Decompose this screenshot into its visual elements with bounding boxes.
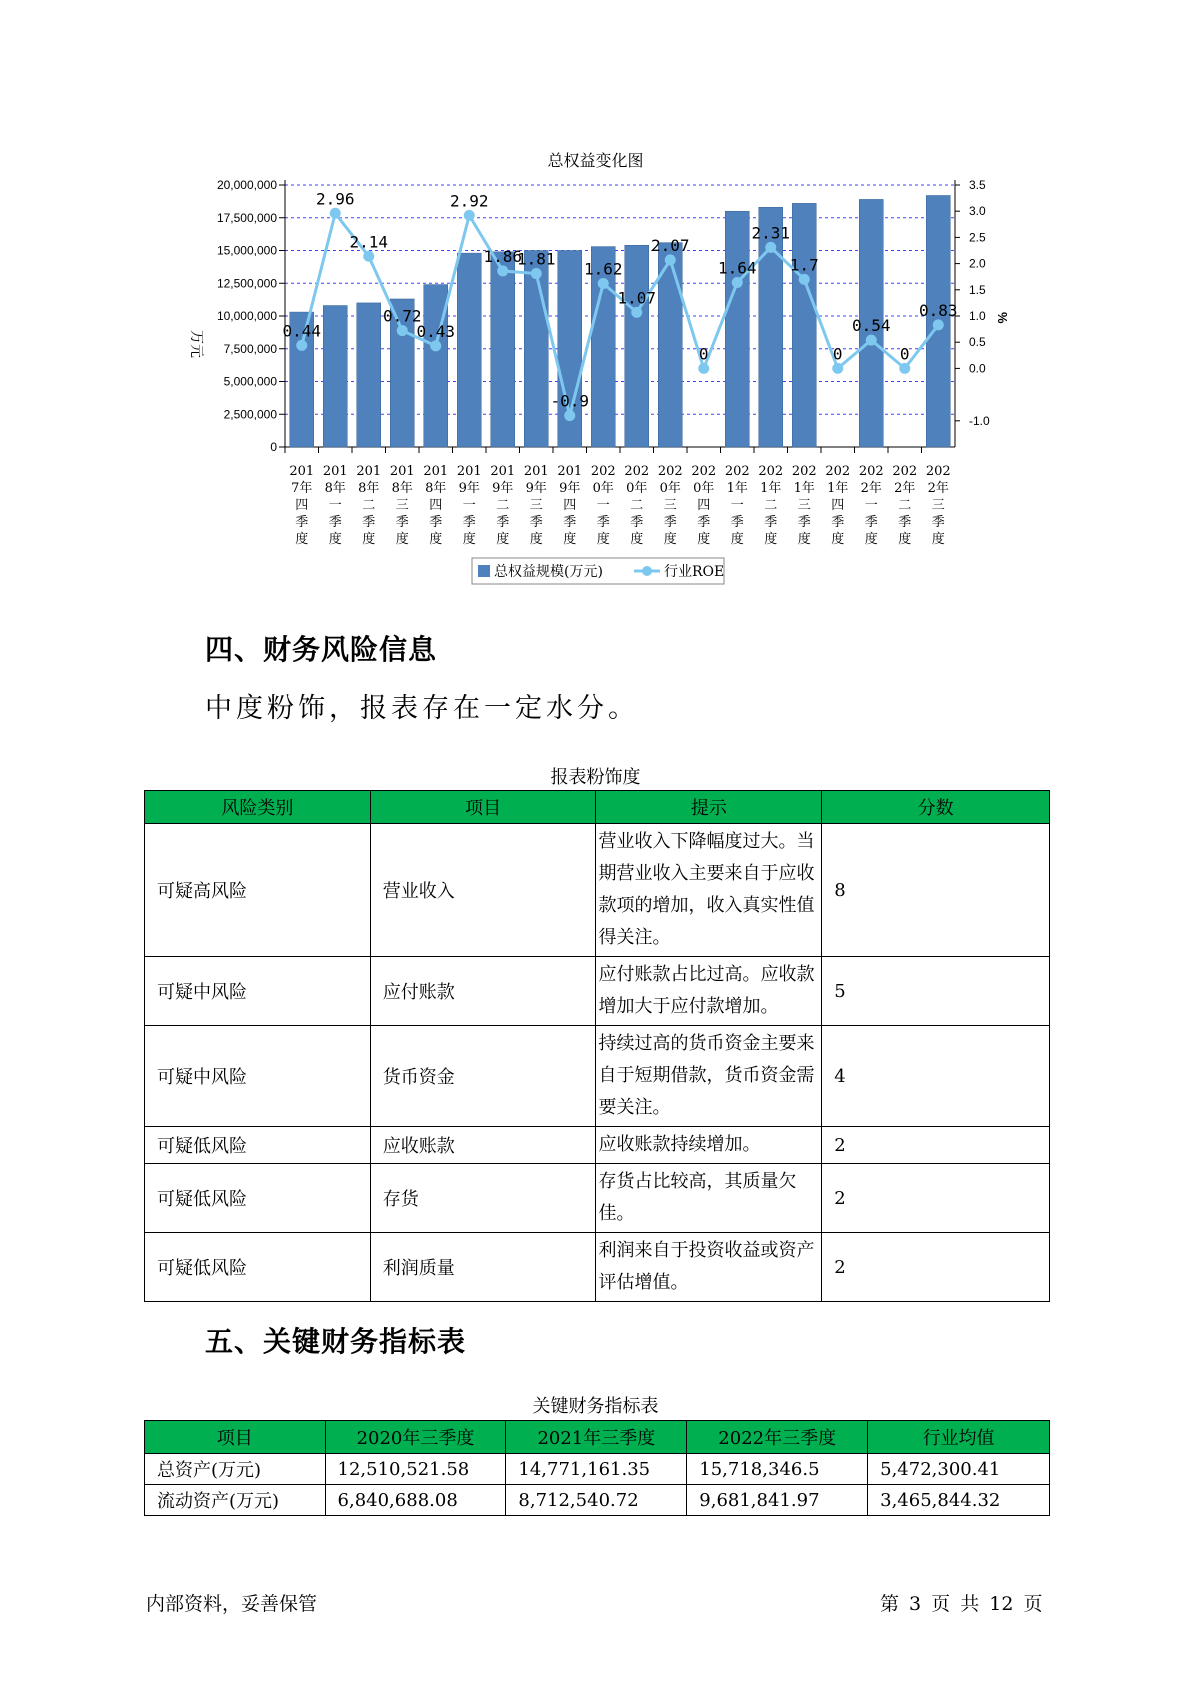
y-left-tick-label: 5,000,000 <box>223 374 277 389</box>
risk-category: 可疑低风险 <box>145 1164 371 1233</box>
risk-score: 4 <box>822 1026 1050 1127</box>
x-tick-label: 201 <box>456 464 482 479</box>
table-row <box>145 824 1050 957</box>
roe-data-label: 0.44 <box>282 321 322 341</box>
roe-point <box>464 210 475 221</box>
roe-data-label: 1.64 <box>717 258 757 278</box>
bar <box>792 203 816 447</box>
kpi-label: 流动资产(万元) <box>145 1485 326 1516</box>
y-right-tick-label: 1.0 <box>969 309 986 323</box>
x-tick-label: 季 <box>797 515 811 530</box>
y-left-axis-label: 万元 <box>188 330 204 358</box>
x-tick-label: 季 <box>630 515 644 530</box>
risk-item: 利润质量 <box>370 1233 596 1302</box>
risk-score: 2 <box>822 1233 1050 1302</box>
kpi-table-caption: 关键财务指标表 <box>532 1396 659 1417</box>
roe-point <box>799 274 810 285</box>
x-tick-label: 度 <box>395 532 409 547</box>
kpi-value: 3,465,844.32 <box>868 1485 1050 1516</box>
x-tick-label: 202 <box>758 464 784 479</box>
y-left-tick-label: 7,500,000 <box>223 341 277 356</box>
roe-data-label: 0.83 <box>918 300 958 320</box>
x-tick-label: 7年 <box>291 481 313 496</box>
x-tick-label: 二 <box>362 498 376 513</box>
bar <box>357 303 381 447</box>
kpi-table <box>144 1420 1050 1516</box>
x-tick-label: 一 <box>462 498 476 513</box>
y-left-tick-label: 2,500,000 <box>223 407 277 422</box>
x-tick-label: 度 <box>362 532 376 547</box>
x-tick-label: 9年 <box>458 481 480 496</box>
x-tick-label: 9年 <box>559 481 581 496</box>
legend-line-label: 行业ROE <box>664 564 725 580</box>
x-tick-label: 1年 <box>793 481 815 496</box>
x-tick-label: 8年 <box>425 481 447 496</box>
risk-table <box>144 790 1050 1302</box>
x-tick-label: 201 <box>322 464 348 479</box>
chart-title: 总权益变化图 <box>547 151 644 170</box>
column-header: 2022年三季度 <box>687 1421 868 1454</box>
y-right-tick-label: 0.5 <box>969 335 986 350</box>
x-tick-label: 季 <box>831 515 845 530</box>
x-tick-label: 202 <box>724 464 750 479</box>
roe-point <box>598 278 609 289</box>
risk-hint: 存货占比较高，其质量欠佳。 <box>596 1164 822 1233</box>
risk-table-header <box>145 791 1050 824</box>
x-tick-label: 一 <box>328 498 342 513</box>
roe-point <box>665 254 676 265</box>
x-tick-label: 9年 <box>492 481 514 496</box>
roe-data-label: 0 <box>899 344 910 364</box>
column-header: 2020年三季度 <box>325 1421 506 1454</box>
x-tick-label: 季 <box>496 515 510 530</box>
x-tick-label: 度 <box>295 532 309 547</box>
y-right-tick-label: 3.0 <box>969 204 986 219</box>
kpi-label: 总资产(万元) <box>145 1454 326 1485</box>
risk-item: 营业收入 <box>370 824 596 957</box>
y-right-tick-label: 2.5 <box>969 230 986 245</box>
x-tick-label: 202 <box>590 464 616 479</box>
y-right-tick-label: 0.0 <box>969 361 986 376</box>
table-row <box>145 1026 1050 1127</box>
risk-category: 可疑高风险 <box>145 824 371 957</box>
bar <box>491 252 515 447</box>
roe-point <box>497 265 508 276</box>
y-left-tick-label: 20,000,000 <box>216 178 277 192</box>
x-tick-label: 四 <box>429 498 443 513</box>
x-tick-label: 201 <box>557 464 583 479</box>
table-row <box>145 1454 1050 1485</box>
x-tick-label: 度 <box>764 532 778 547</box>
roe-data-label: 1.07 <box>617 288 657 308</box>
roe-point <box>631 307 642 318</box>
x-tick-label: 1年 <box>726 481 748 496</box>
footer-page-number: 第 3 页 共 12 页 <box>880 1593 1043 1615</box>
x-tick-label: 二 <box>496 498 510 513</box>
kpi-value: 5,472,300.41 <box>868 1454 1050 1485</box>
x-tick-label: 度 <box>529 532 543 547</box>
x-tick-label: 四 <box>295 498 309 513</box>
y-left-tick-label: 10,000,000 <box>216 309 277 323</box>
x-tick-label: 度 <box>831 532 845 547</box>
roe-point <box>296 340 307 351</box>
risk-item: 应收账款 <box>370 1127 596 1164</box>
x-tick-label: 季 <box>295 515 309 530</box>
x-tick-label: 度 <box>797 532 811 547</box>
x-tick-label: 季 <box>328 515 342 530</box>
x-tick-label: 一 <box>730 498 744 513</box>
x-tick-label: 度 <box>429 532 443 547</box>
y-left-tick-label: 12,500,000 <box>216 276 277 291</box>
x-tick-label: 202 <box>825 464 851 479</box>
x-tick-label: 季 <box>462 515 476 530</box>
x-tick-label: 二 <box>898 498 912 513</box>
legend-line-marker <box>642 566 652 576</box>
x-tick-label: 9年 <box>525 481 547 496</box>
x-tick-label: 202 <box>791 464 817 479</box>
x-tick-label: 0年 <box>693 481 715 496</box>
bar <box>725 211 749 447</box>
x-tick-label: 季 <box>663 515 677 530</box>
risk-score: 8 <box>822 824 1050 957</box>
roe-data-label: 0 <box>832 344 843 364</box>
x-tick-label: 四 <box>697 498 711 513</box>
x-tick-label: 8年 <box>358 481 380 496</box>
x-tick-label: 季 <box>697 515 711 530</box>
x-tick-label: 2年 <box>894 481 916 496</box>
roe-data-label: 1.81 <box>516 249 556 269</box>
x-tick-label: 0年 <box>592 481 614 496</box>
x-tick-label: 度 <box>898 532 912 547</box>
y-left-tick-label: 0 <box>270 440 277 454</box>
column-header: 风险类别 <box>145 791 371 824</box>
risk-category: 可疑中风险 <box>145 957 371 1026</box>
equity-chart <box>0 0 1191 600</box>
x-tick-label: 度 <box>328 532 342 547</box>
x-tick-label: 202 <box>892 464 918 479</box>
x-tick-label: 三 <box>797 498 811 513</box>
risk-item: 存货 <box>370 1164 596 1233</box>
x-tick-label: 四 <box>831 498 845 513</box>
x-tick-label: 三 <box>529 498 543 513</box>
bar <box>323 306 347 447</box>
roe-point <box>832 363 843 374</box>
roe-data-label: 0 <box>698 344 709 364</box>
x-tick-label: 度 <box>630 532 644 547</box>
x-tick-label: 202 <box>925 464 951 479</box>
roe-data-label: 0.54 <box>851 316 891 336</box>
risk-hint: 利润来自于投资收益或资产评估增值。 <box>596 1233 822 1302</box>
x-tick-label: 度 <box>496 532 510 547</box>
risk-category: 可疑低风险 <box>145 1127 371 1164</box>
y-right-tick-label: 3.5 <box>969 178 986 192</box>
legend-bar-swatch <box>478 565 490 577</box>
x-tick-label: 201 <box>356 464 382 479</box>
roe-data-label: 1.86 <box>483 246 523 266</box>
y-left-tick-label: 15,000,000 <box>216 243 277 258</box>
x-tick-label: 201 <box>523 464 549 479</box>
legend-bar-label: 总权益规模(万元) <box>494 564 603 580</box>
x-tick-label: 季 <box>529 515 543 530</box>
column-header: 提示 <box>596 791 822 824</box>
x-tick-label: 202 <box>691 464 717 479</box>
x-tick-label: 二 <box>764 498 778 513</box>
x-tick-label: 202 <box>624 464 650 479</box>
x-tick-label: 季 <box>596 515 610 530</box>
risk-item: 应付账款 <box>370 957 596 1026</box>
x-tick-label: 8年 <box>324 481 346 496</box>
kpi-value: 14,771,161.35 <box>506 1454 687 1485</box>
risk-summary: 中度粉饰，报表存在一定水分。 <box>205 693 639 724</box>
y-right-axis-label: % <box>995 312 1010 324</box>
x-tick-label: 三 <box>663 498 677 513</box>
kpi-table-header <box>145 1421 1050 1454</box>
risk-hint: 应付账款占比过高。应收款增加大于应付款增加。 <box>596 957 822 1026</box>
x-tick-label: 季 <box>429 515 443 530</box>
risk-category: 可疑中风险 <box>145 1026 371 1127</box>
section4-heading: 四、财务风险信息 <box>205 633 438 666</box>
x-tick-label: 0年 <box>659 481 681 496</box>
x-tick-label: 201 <box>389 464 415 479</box>
x-tick-label: 2年 <box>927 481 949 496</box>
x-tick-label: 度 <box>462 532 476 547</box>
x-tick-label: 三 <box>395 498 409 513</box>
roe-point <box>698 363 709 374</box>
roe-point <box>899 363 910 374</box>
y-right-tick-label: 2.0 <box>969 256 986 271</box>
roe-data-label: 2.31 <box>751 223 791 243</box>
risk-score: 2 <box>822 1164 1050 1233</box>
x-tick-label: 度 <box>563 532 577 547</box>
table-row <box>145 1485 1050 1516</box>
x-tick-label: 一 <box>596 498 610 513</box>
kpi-value: 6,840,688.08 <box>325 1485 506 1516</box>
roe-point <box>765 242 776 253</box>
roe-point <box>363 251 374 262</box>
roe-data-label: 1.7 <box>789 255 819 275</box>
table-row <box>145 1127 1050 1164</box>
x-tick-label: 季 <box>898 515 912 530</box>
x-tick-label: 季 <box>362 515 376 530</box>
x-tick-label: 2年 <box>860 481 882 496</box>
roe-data-label: 2.14 <box>349 232 389 252</box>
risk-item: 货币资金 <box>370 1026 596 1127</box>
roe-data-label: 2.96 <box>315 189 355 209</box>
kpi-value: 12,510,521.58 <box>325 1454 506 1485</box>
column-header: 2021年三季度 <box>506 1421 687 1454</box>
x-tick-label: 季 <box>931 515 945 530</box>
column-header: 行业均值 <box>868 1421 1050 1454</box>
roe-point <box>866 335 877 346</box>
x-tick-label: 一 <box>864 498 878 513</box>
x-tick-label: 季 <box>395 515 409 530</box>
risk-score: 2 <box>822 1127 1050 1164</box>
risk-hint: 营业收入下降幅度过大。当期营业收入主要来自于应收款项的增加，收入真实性值得关注。 <box>596 824 822 957</box>
kpi-value: 8,712,540.72 <box>506 1485 687 1516</box>
x-tick-label: 度 <box>931 532 945 547</box>
x-tick-label: 度 <box>697 532 711 547</box>
y-right-tick-label: 1.5 <box>969 282 986 297</box>
table-row <box>145 957 1050 1026</box>
roe-point <box>430 340 441 351</box>
x-tick-label: 1年 <box>827 481 849 496</box>
x-tick-label: 201 <box>289 464 315 479</box>
roe-point <box>732 277 743 288</box>
section5-heading: 五、关键财务指标表 <box>205 1325 467 1358</box>
x-tick-label: 四 <box>563 498 577 513</box>
x-tick-label: 202 <box>657 464 683 479</box>
roe-point <box>564 410 575 421</box>
x-tick-label: 0年 <box>626 481 648 496</box>
bar <box>457 253 481 447</box>
risk-table-caption: 报表粉饰度 <box>550 767 641 788</box>
x-tick-label: 三 <box>931 498 945 513</box>
x-tick-label: 度 <box>730 532 744 547</box>
bar <box>625 245 649 447</box>
roe-data-label: 0.43 <box>416 321 456 341</box>
x-tick-label: 度 <box>864 532 878 547</box>
x-tick-label: 1年 <box>760 481 782 496</box>
roe-point <box>397 325 408 336</box>
roe-point <box>933 319 944 330</box>
x-tick-label: 8年 <box>391 481 413 496</box>
x-tick-label: 201 <box>423 464 449 479</box>
kpi-value: 9,681,841.97 <box>687 1485 868 1516</box>
column-header: 项目 <box>370 791 596 824</box>
roe-data-label: -0.9 <box>550 391 590 411</box>
footer-confidential: 内部资料，妥善保管 <box>146 1593 318 1615</box>
kpi-value: 15,718,346.5 <box>687 1454 868 1485</box>
roe-point <box>330 208 341 219</box>
column-header: 项目 <box>145 1421 326 1454</box>
x-tick-label: 季 <box>730 515 744 530</box>
x-tick-label: 201 <box>490 464 516 479</box>
roe-point <box>531 268 542 279</box>
roe-data-label: 2.92 <box>449 191 489 211</box>
roe-data-label: 0.72 <box>382 306 422 326</box>
table-row <box>145 1164 1050 1233</box>
roe-data-label: 2.07 <box>650 235 690 255</box>
y-left-tick-label: 17,500,000 <box>216 210 277 225</box>
roe-data-label: 1.62 <box>583 259 623 279</box>
x-tick-label: 202 <box>858 464 884 479</box>
x-tick-label: 季 <box>563 515 577 530</box>
x-tick-label: 二 <box>630 498 644 513</box>
y-right-tick-label: -1.0 <box>969 413 990 428</box>
x-tick-label: 季 <box>764 515 778 530</box>
table-row <box>145 1233 1050 1302</box>
risk-hint: 持续过高的货币资金主要来自于短期借款，货币资金需要关注。 <box>596 1026 822 1127</box>
x-tick-label: 度 <box>596 532 610 547</box>
x-tick-label: 度 <box>663 532 677 547</box>
risk-category: 可疑低风险 <box>145 1233 371 1302</box>
x-tick-label: 季 <box>864 515 878 530</box>
column-header: 分数 <box>822 791 1050 824</box>
risk-score: 5 <box>822 957 1050 1026</box>
risk-hint: 应收账款持续增加。 <box>596 1127 822 1164</box>
